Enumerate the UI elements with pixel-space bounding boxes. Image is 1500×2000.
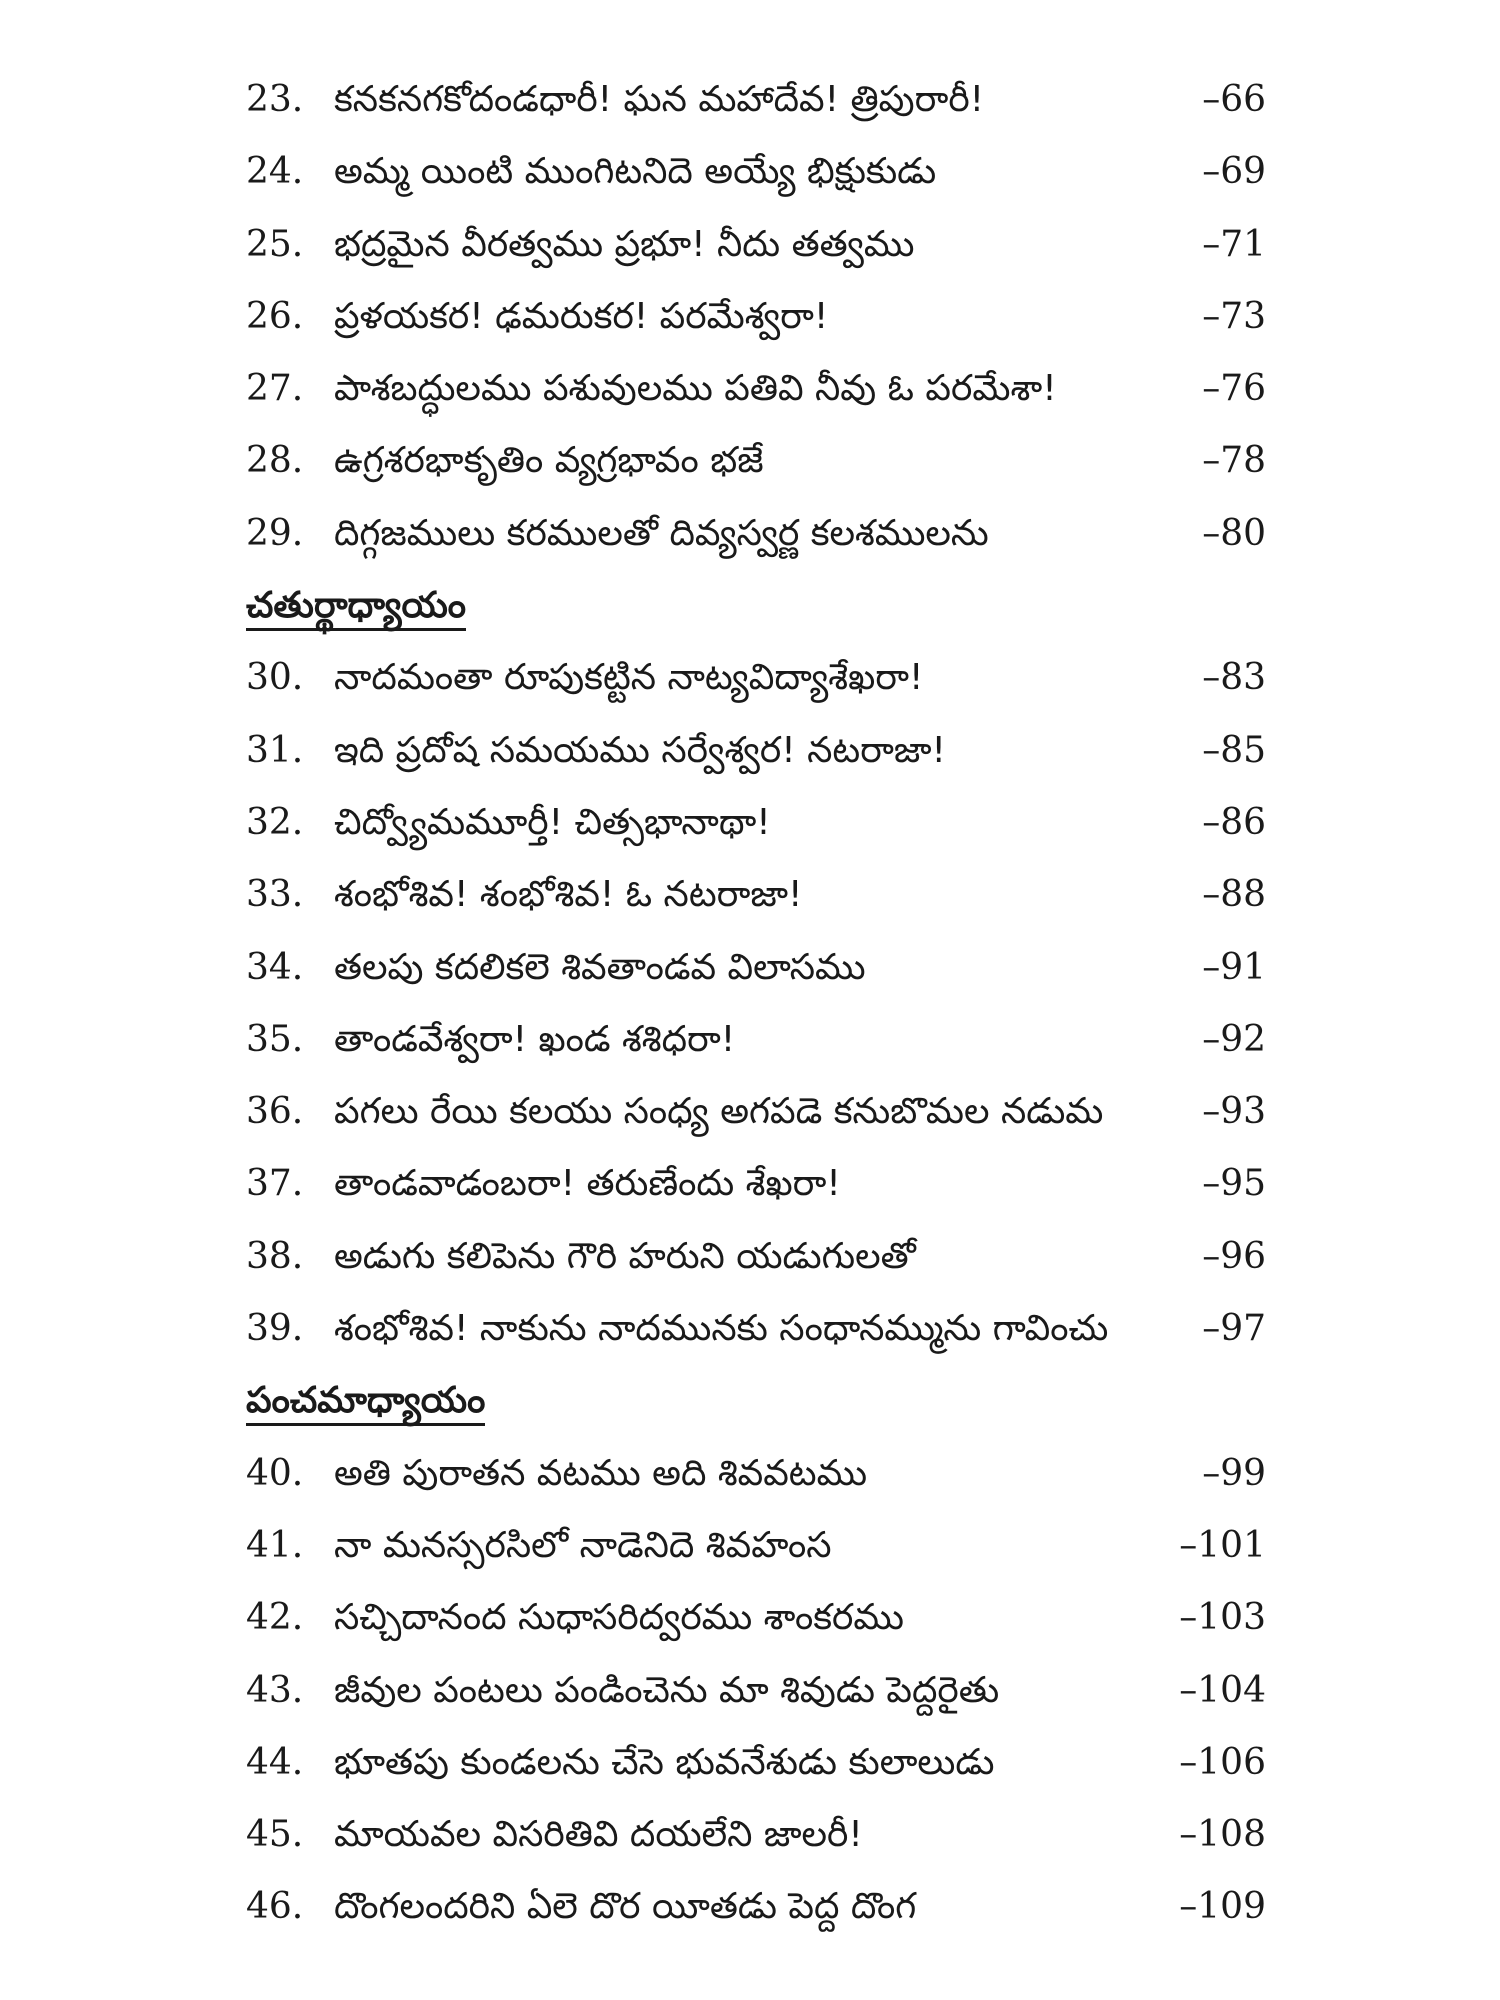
toc-entry-30 (246, 642, 1266, 714)
entry-title: శంభోశివ! శంభోశివ! ఓ నటరాజా! (334, 874, 803, 916)
entry-title: తాండవాడంబరా! తరుణేందు శేఖరా! (334, 1163, 841, 1205)
toc-entry-36 (246, 1076, 1266, 1148)
entry-page: –76 (1202, 368, 1266, 410)
entry-page: –92 (1202, 1018, 1266, 1060)
toc-entry-40 (246, 1438, 1266, 1510)
chapter-heading-4 (246, 570, 1266, 642)
entry-page: –95 (1202, 1163, 1266, 1205)
toc-entry-25 (246, 209, 1266, 281)
entry-number: 35. (246, 1018, 304, 1060)
entry-title: భూతపు కుండలను చేసె భువనేశుడు కులాలుడు (334, 1741, 995, 1783)
entry-page: –78 (1202, 440, 1266, 482)
toc-entry-44 (246, 1727, 1266, 1799)
entry-number: 40. (246, 1452, 304, 1494)
toc-entry-24 (246, 136, 1266, 208)
entry-title: అడుగు కలిపెను గౌరి హరుని యడుగులతో (334, 1235, 916, 1277)
entry-number: 24. (246, 151, 304, 193)
toc-entry-45 (246, 1799, 1266, 1871)
chapter-heading-5 (246, 1365, 1266, 1437)
entry-title: శంభోశివ! నాకును నాదమునకు సంధానమ్మును గావించు (334, 1308, 1109, 1350)
chapter-heading-text: పంచమాధ్యాయం (246, 1380, 485, 1426)
entry-title: ఇది ప్రదోష సమయము సర్వేశ్వర! నటరాజా! (334, 729, 946, 771)
entry-number: 29. (246, 512, 304, 554)
entry-title: ప్రళయకర! ఢమరుకర! పరమేశ్వరా! (334, 295, 829, 337)
entry-title: నా మనస్సరసిలో నాడెనిదె శివహంస (334, 1524, 832, 1566)
toc-entry-43 (246, 1655, 1266, 1727)
entry-title: భద్రమైన వీరత్వము ప్రభూ! నీదు తత్వము (334, 223, 915, 265)
entry-title: పగలు రేయి కలయు సంధ్య అగపడె కనుబొమల నడుమ (334, 1091, 1104, 1133)
toc-entry-32 (246, 787, 1266, 859)
entry-page: –103 (1179, 1597, 1266, 1639)
chapter-heading-text: చతుర్థాధ్యాయం (246, 585, 466, 631)
entry-page: –106 (1179, 1741, 1266, 1783)
entry-page: –83 (1202, 657, 1266, 699)
entry-number: 34. (246, 946, 304, 988)
entry-number: 32. (246, 801, 304, 843)
entry-title: మాయవల విసరితివి దయలేని జాలరీ! (334, 1814, 863, 1856)
entry-title: సచ్చిదానంద సుధాసరిద్వరము శాంకరము (334, 1597, 904, 1639)
entry-title: తాండవేశ్వరా! ఖండ శశిధరా! (334, 1018, 736, 1060)
entry-number: 28. (246, 440, 304, 482)
entry-page: –91 (1202, 946, 1266, 988)
entry-page: –96 (1202, 1235, 1266, 1277)
entry-page: –109 (1179, 1886, 1266, 1928)
entry-number: 44. (246, 1741, 304, 1783)
entry-title: నాదమంతా రూపుకట్టిన నాట్యవిద్యాశేఖరా! (334, 657, 924, 699)
toc-entry-46 (246, 1871, 1266, 1943)
entry-page: –71 (1202, 223, 1266, 265)
entry-number: 26. (246, 295, 304, 337)
entry-page: –99 (1202, 1452, 1266, 1494)
entry-number: 39. (246, 1308, 304, 1350)
entry-title: దిగ్గజములు కరములతో దివ్యస్వర్ణ కలశములను (334, 512, 989, 554)
toc-entry-28 (246, 425, 1266, 497)
entry-page: –66 (1202, 79, 1266, 120)
toc-entry-37 (246, 1148, 1266, 1220)
entry-number: 27. (246, 368, 304, 410)
toc-entry-23 (246, 64, 1266, 136)
toc-entry-31 (246, 715, 1266, 787)
entry-page: –73 (1202, 295, 1266, 337)
entry-title: జీవుల పంటలు పండించెను మా శివుడు పెద్దరైతు (334, 1669, 1000, 1711)
toc-entry-38 (246, 1221, 1266, 1293)
entry-page: –93 (1202, 1091, 1266, 1133)
entry-number: 31. (246, 729, 304, 771)
entry-page: –80 (1202, 512, 1266, 554)
entry-number: 43. (246, 1669, 304, 1711)
entry-title: ఉగ్రశరభాకృతిం వ్యగ్రభావం భజే (334, 440, 764, 482)
toc-entry-27 (246, 353, 1266, 425)
toc-entry-26 (246, 281, 1266, 353)
entry-page: –88 (1202, 874, 1266, 916)
entry-title: చిద్వ్యోమమూర్తీ! చిత్సభానాథా! (334, 801, 771, 843)
toc-entry-35 (246, 1004, 1266, 1076)
entry-number: 33. (246, 874, 304, 916)
entry-page: –85 (1202, 729, 1266, 771)
entry-page: –86 (1202, 801, 1266, 843)
entry-page: –97 (1202, 1308, 1266, 1350)
toc-entry-39 (246, 1293, 1266, 1365)
entry-number: 37. (246, 1163, 304, 1205)
entry-number: 38. (246, 1235, 304, 1277)
table-of-contents (246, 64, 1266, 1944)
entry-number: 36. (246, 1091, 304, 1133)
entry-title: అతి పురాతన వటము అది శివవటము (334, 1452, 868, 1494)
entry-number: 23. (246, 79, 304, 120)
entry-page: –101 (1179, 1524, 1266, 1566)
entry-title: దొంగలందరిని ఏలె దొర యీతడు పెద్ద దొంగ (334, 1886, 917, 1928)
toc-entry-33 (246, 859, 1266, 931)
toc-entry-29 (246, 498, 1266, 570)
entry-number: 30. (246, 657, 304, 699)
entry-title: పాశబద్ధులము పశువులము పతివి నీవు ఓ పరమేశా! (334, 368, 1057, 410)
entry-page: –108 (1179, 1814, 1266, 1856)
entry-number: 41. (246, 1524, 304, 1566)
entry-title: తలపు కదలికలె శివతాండవ విలాసము (334, 946, 866, 988)
entry-title: అమ్మ యింటి ముంగిటనిదె అయ్యే భిక్షుకుడు (334, 151, 937, 193)
toc-entry-42 (246, 1582, 1266, 1654)
entry-title: కనకనగకోదండధారీ! ఘన మహాదేవ! త్రిపురారీ! (334, 79, 985, 120)
entry-page: –104 (1179, 1669, 1266, 1711)
entry-number: 42. (246, 1597, 304, 1639)
toc-entry-41 (246, 1510, 1266, 1582)
entry-number: 46. (246, 1886, 304, 1928)
entry-number: 25. (246, 223, 304, 265)
toc-entry-34 (246, 932, 1266, 1004)
entry-page: –69 (1202, 151, 1266, 193)
entry-number: 45. (246, 1814, 304, 1856)
